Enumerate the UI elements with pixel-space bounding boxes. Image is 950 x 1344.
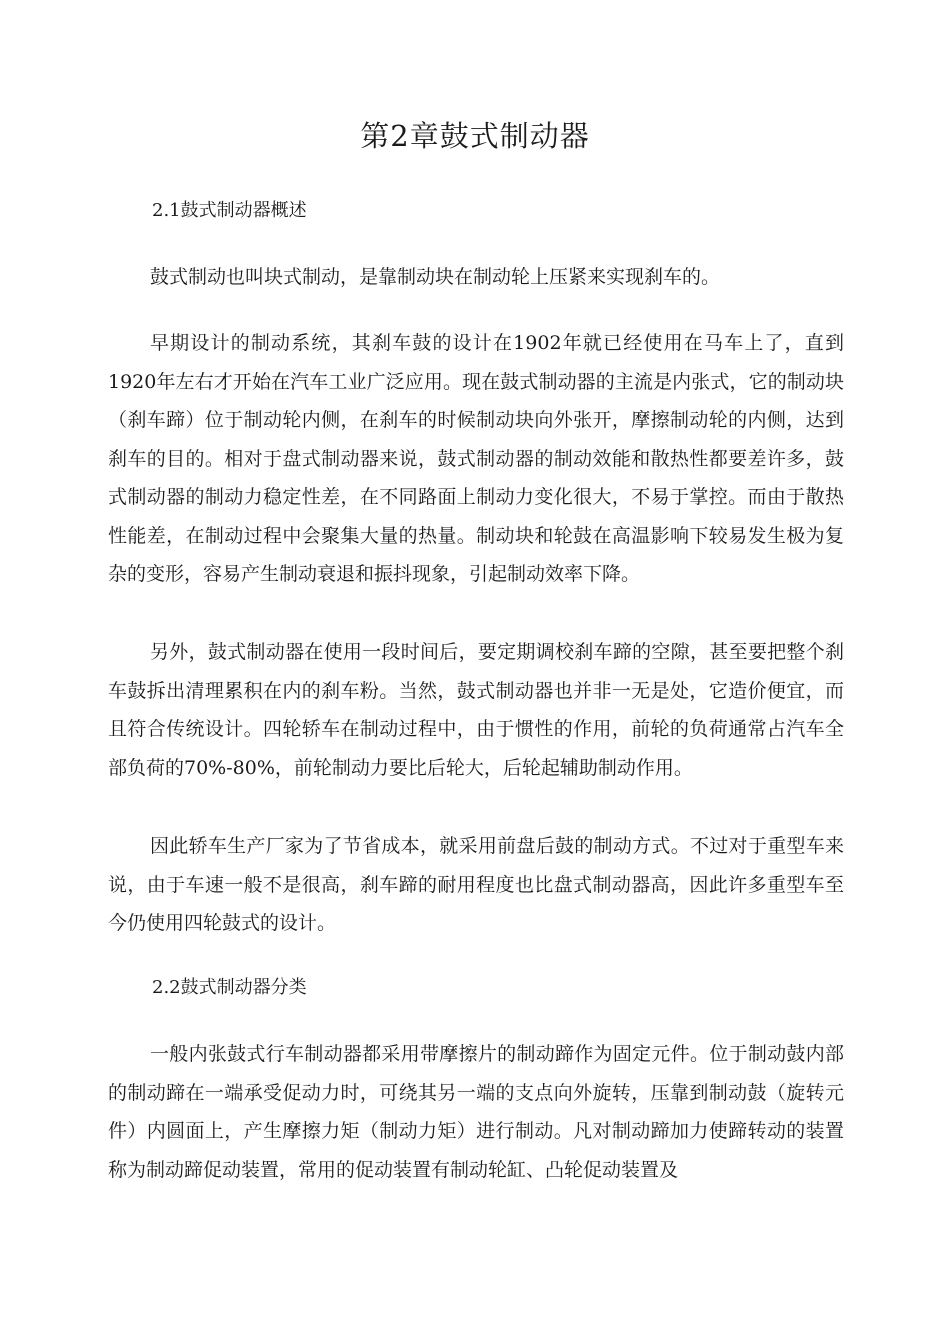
- paragraph-drum-brake-classification: 一般内张鼓式行车制动器都采用带摩擦片的制动蹄作为固定元件。位于制动鼓内部的制动蹄在一端承受促动力时，可绕其另一端的支点向外旋转，压靠到制动鼓（旋转元件）内圆面上，产生摩擦力矩（制动力矩）进行制动。凡对制动蹄加力使蹄转动的装置称为制动蹄促动装置，常用的促动装置有制动轮缸、凸轮促动装置及: [108, 1043, 844, 1181]
- section-heading-2-2: 2.2鼓式制动器分类: [152, 977, 307, 998]
- paragraph-drum-brake-usage: 因此轿车生产厂家为了节省成本，就采用前盘后鼓的制动方式。不过对于重型车来说，由于车速一般不是很高，刹车蹄的耐用程度也比盘式制动器高，因此许多重型车至今仍使用四轮鼓式的设计。: [108, 835, 844, 934]
- paragraph-drum-brake-definition: 鼓式制动也叫块式制动，是靠制动块在制动轮上压紧来实现刹车的。: [150, 266, 721, 288]
- paragraph-drum-brake-maintenance: 另外，鼓式制动器在使用一段时间后，要定期调校刹车蹄的空隙，甚至要把整个刹车鼓拆出清理累积在内的刹车粉。当然，鼓式制动器也并非一无是处，它造价便宜，而且符合传统设计。四轮轿车在制动过程中，由于惯性的作用，前轮的负荷通常占汽车全部负荷的70%-80%，前轮制动力要比后轮大，后轮起辅助制动作用。: [108, 641, 844, 779]
- section-heading-2-1: 2.1鼓式制动器概述: [152, 200, 307, 221]
- chapter-title: 第2章鼓式制动器: [360, 119, 590, 153]
- paragraph-drum-brake-history: 早期设计的制动系统，其刹车鼓的设计在1902年就已经使用在马车上了，直到1920年左右才开始在汽车工业广泛应用。现在鼓式制动器的主流是内张式，它的制动块（刹车蹄）位于制动轮内侧，在刹车的时候制动块向外张开，摩擦制动轮的内侧，达到刹车的目的。相对于盘式制动器来说，鼓式制动器的制动效能和散热性都要差许多，鼓式制动器的制动力稳定性差，在不同路面上制动力变化很大，不易于掌控。而由于散热性能差，在制动过程中会聚集大量的热量。制动块和轮鼓在高温影响下较易发生极为复杂的变形，容易产生制动衰退和振抖现象，引起制动效率下降。: [108, 332, 844, 585]
